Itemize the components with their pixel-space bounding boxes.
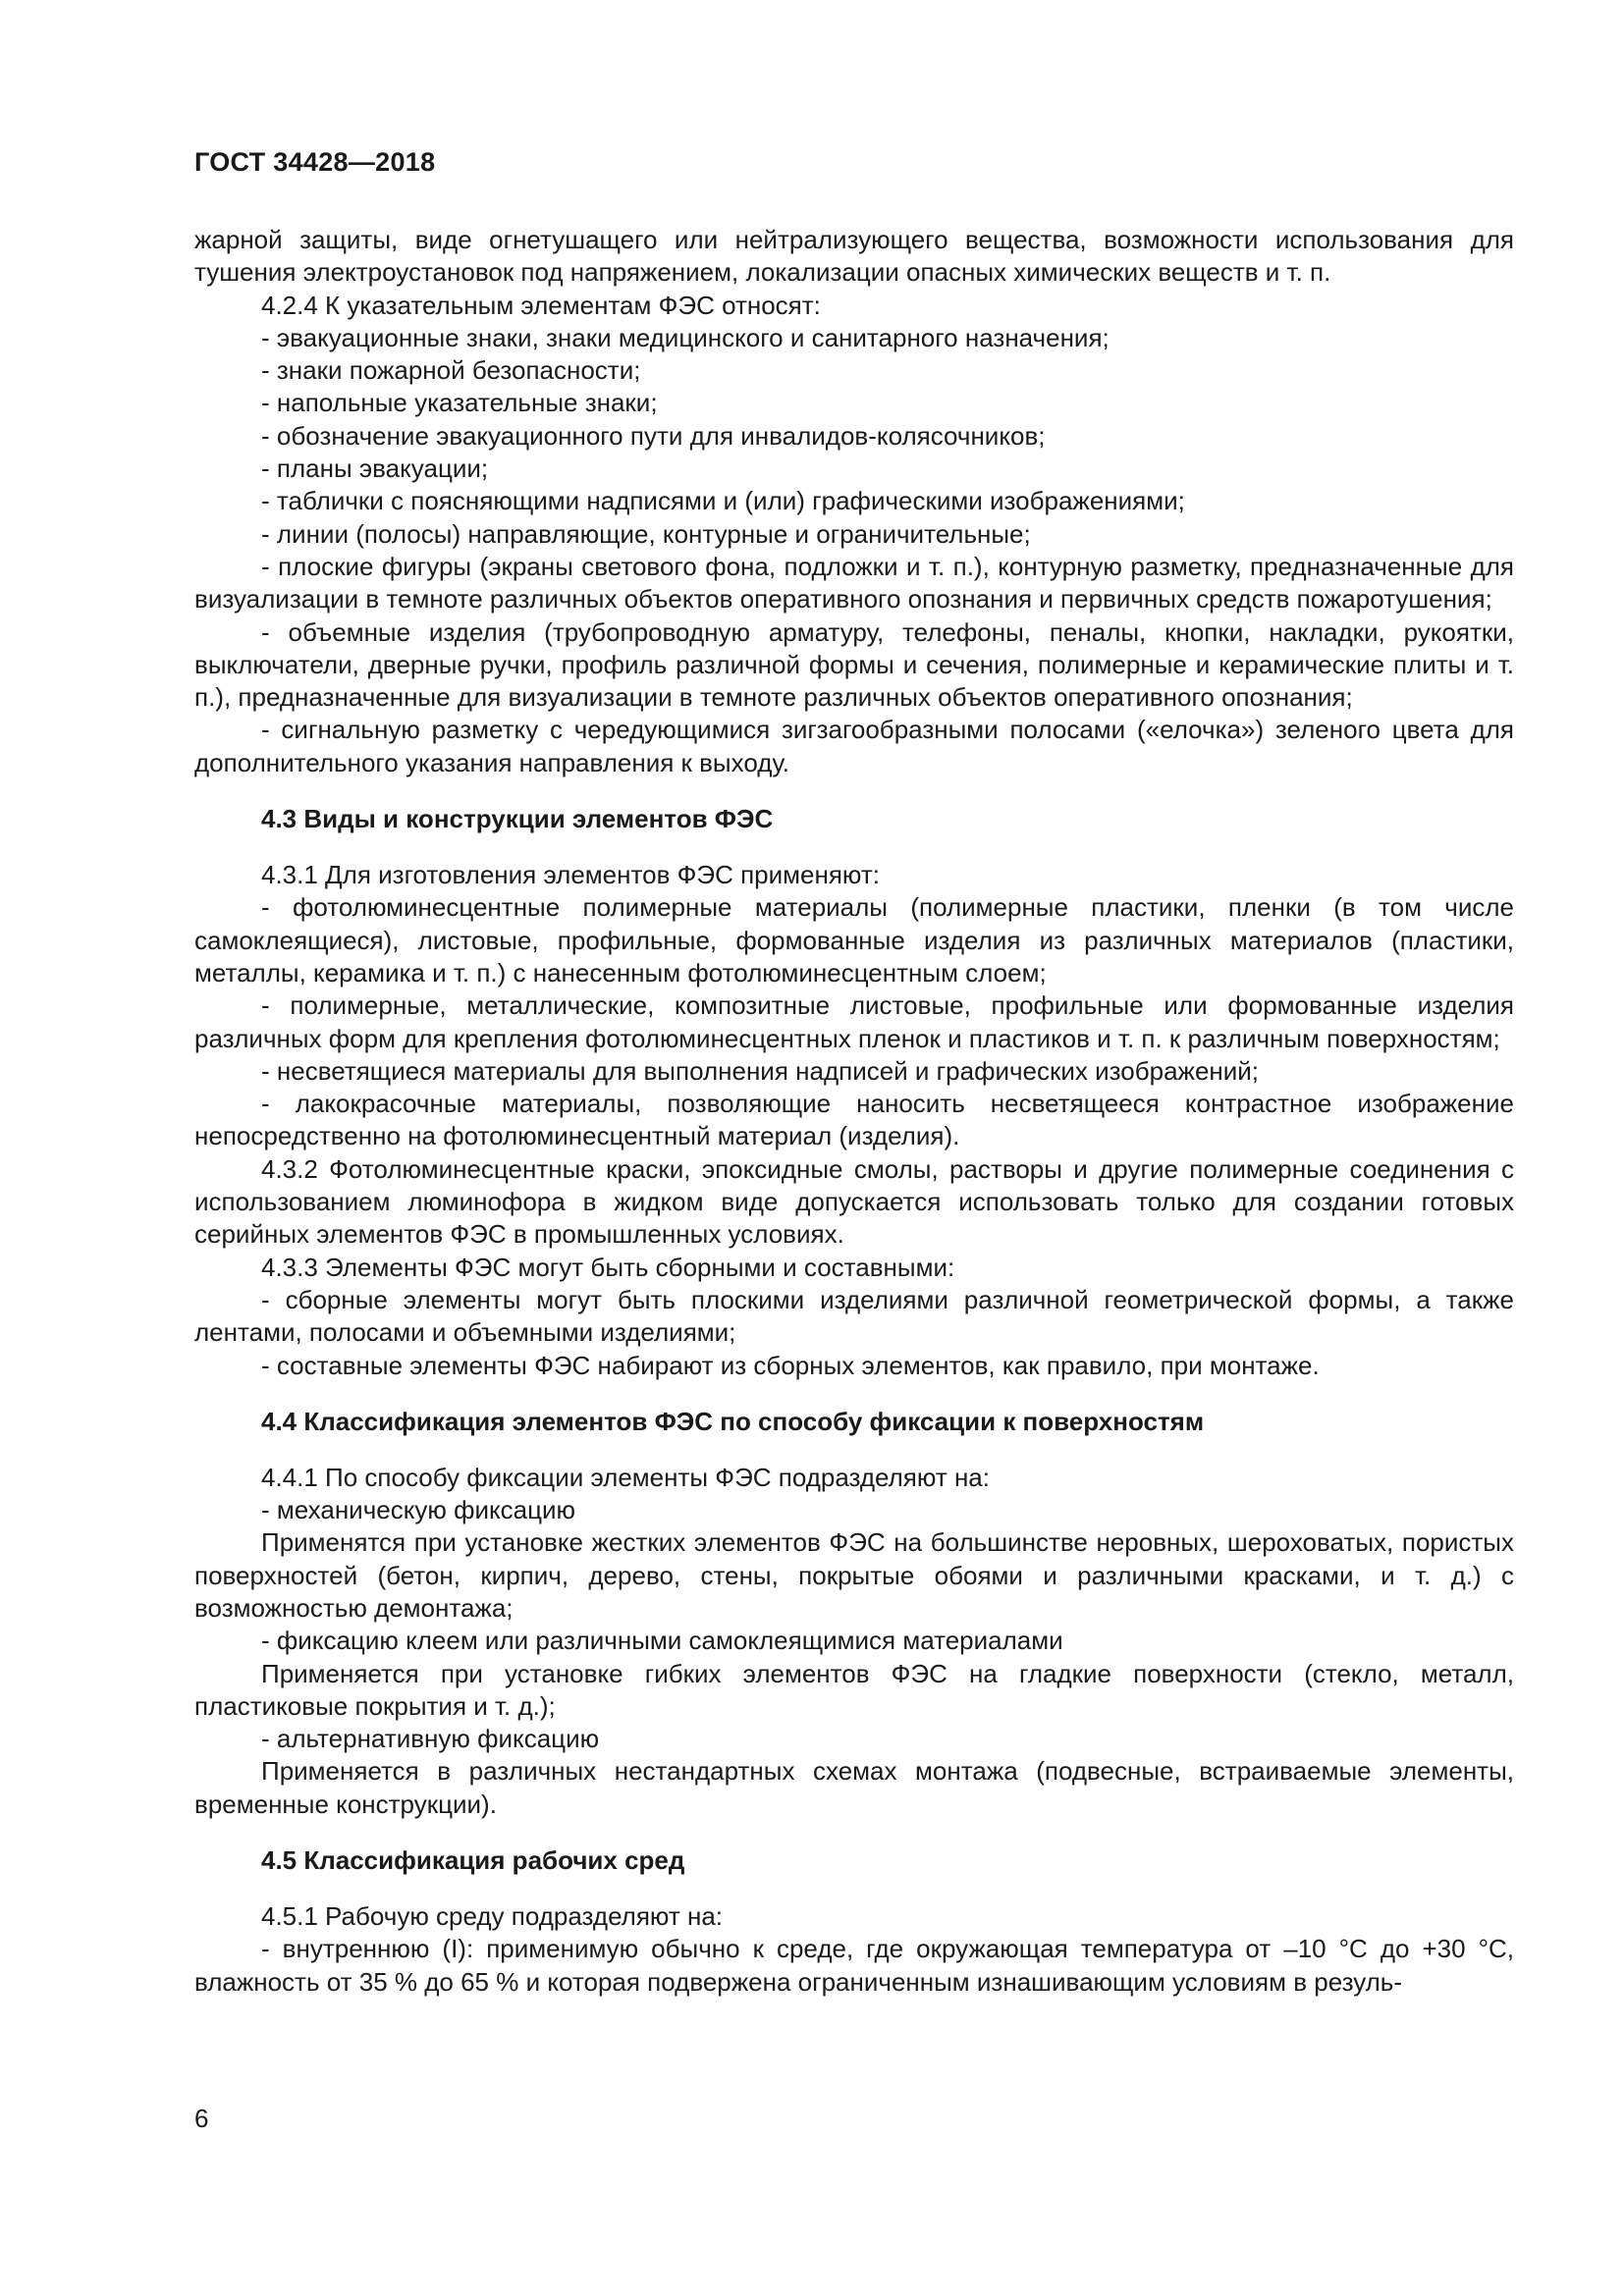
list-item: - фиксацию клеем или различными самоклеящимися материалами xyxy=(261,1626,1063,1656)
list-item: - внутреннюю (I): применимую обычно к среде, где окружающая температура от –10 °С до +30 °С, влажность от 35 % до 65 % и которая подвержена ограниченным изнашивающим условиям в резуль- xyxy=(194,1934,1514,1997)
clause-4-3-1: 4.3.1 Для изготовления элементов ФЭС применяют: xyxy=(261,860,880,890)
list-item: - фотолюминесцентные полимерные материалы (полимерные пластики, пленки (в том числе самоклеящиеся), листовые, профильные, формованные изделия из различных материалов (пластики, металлы, керамика и т. п.) с нанесенным фотолюминесцентным слоем; xyxy=(194,892,1514,988)
list-item: - объемные изделия (трубопроводную арматуру, телефоны, пеналы, кнопки, накладки, рукоятки, выключатели, дверные ручки, профиль различной формы и сечения, полимерные и керамические плиты и т. п.), предназначенные для визуализации в темноте различных объектов оперативного опознания; xyxy=(194,616,1514,713)
document-code: ГОСТ 34428—2018 xyxy=(194,147,436,177)
list-item: - сборные элементы могут быть плоскими изделиями различной геометрической формы, а также лентами, полосами и объемными изделиями; xyxy=(194,1284,1514,1348)
section-heading-4-4: 4.4 Классификация элементов ФЭС по способу фиксации к поверхностям xyxy=(261,1406,1205,1436)
list-item: - обозначение эвакуационного пути для инвалидов-колясочников; xyxy=(261,420,1046,451)
list-item: - линии (полосы) направляющие, контурные и ограничительные; xyxy=(261,518,1031,549)
list-item: - таблички с поясняющими надписями и (или) графическими изображениями; xyxy=(261,486,1185,516)
page-number: 6 xyxy=(194,2104,209,2133)
list-item: - несветящиеся материалы для выполнения надписей и графических изображений; xyxy=(261,1055,1260,1086)
list-item: - составные элементы ФЭС набирают из сборных элементов, как правило, при монтаже. xyxy=(261,1350,1320,1380)
paragraph: Применяется при установке гибких элементов ФЭС на гладкие поверхности (стекло, металл, пластиковые покрытия и т. д.); xyxy=(194,1658,1514,1721)
clause-4-3-3: 4.3.3 Элементы ФЭС могут быть сборными и составными: xyxy=(261,1252,955,1282)
list-item: - планы эвакуации; xyxy=(261,454,489,484)
list-item: - эвакуационные знаки, знаки медицинского и санитарного назначения; xyxy=(261,322,1110,352)
list-item: - полимерные, металлические, композитные листовые, профильные или формованные изделия различных форм для крепления фотолюминесцентных пленок и пластиков и т. п. к различным поверхностям; xyxy=(194,990,1514,1053)
section-heading-4-5: 4.5 Классификация рабочих сред xyxy=(261,1845,685,1876)
section-heading-4-3: 4.3 Виды и конструкции элементов ФЭС xyxy=(261,804,774,834)
list-item: - знаки пожарной безопасности; xyxy=(261,355,641,386)
list-item: - напольные указательные знаки; xyxy=(261,388,658,418)
list-item: - плоские фигуры (экраны светового фона, подложки и т. п.), контурную разметку, предназначенные для визуализации в темноте различных объектов оперативного опознания и первичных средств пожаротушения; xyxy=(194,551,1514,614)
paragraph: жарной защиты, виде огнетушащего или нейтрализующего вещества, возможности использования для тушения электроустановок под напряжением, локализации опасных химических веществ и т. п. xyxy=(194,225,1514,288)
clause-4-5-1: 4.5.1 Рабочую среду подразделяют на: xyxy=(261,1901,724,1932)
list-item: - механическую фиксацию xyxy=(261,1495,576,1525)
paragraph: Применятся при установке жестких элементов ФЭС на большинстве неровных, шероховатых, пористых поверхностей (бетон, кирпич, дерево, стены, покрытые обоями и различными красками, и т. д.) с возможностью демонтажа; xyxy=(194,1527,1514,1623)
list-item: - лакокрасочные материалы, позволяющие наносить несветящееся контрастное изображение непосредственно на фотолюминесцентный материал (изделия). xyxy=(194,1089,1514,1151)
paragraph: Применяется в различных нестандартных схемах монтажа (подвесные, встраиваемые элементы, временные конструкции). xyxy=(194,1756,1514,1819)
list-item: - альтернативную фиксацию xyxy=(261,1724,600,1754)
document-body xyxy=(194,224,1514,1999)
clause-4-3-2: 4.3.2 Фотолюминесцентные краски, эпоксидные смолы, растворы и другие полимерные соединения с использованием люминофора в жидком виде допускается использовать только для создании готовых серийных элементов ФЭС в промышленных условиях. xyxy=(194,1153,1514,1250)
clause-4-2-4: 4.2.4 К указательным элементам ФЭС относят: xyxy=(261,290,821,320)
list-item: - сигнальную разметку с чередующимися зигзагообразными полосами («елочка») зеленого цвета для дополнительного указания направления к выходу. xyxy=(194,715,1514,777)
clause-4-4-1: 4.4.1 По способу фиксации элементы ФЭС подразделяют на: xyxy=(261,1462,990,1492)
